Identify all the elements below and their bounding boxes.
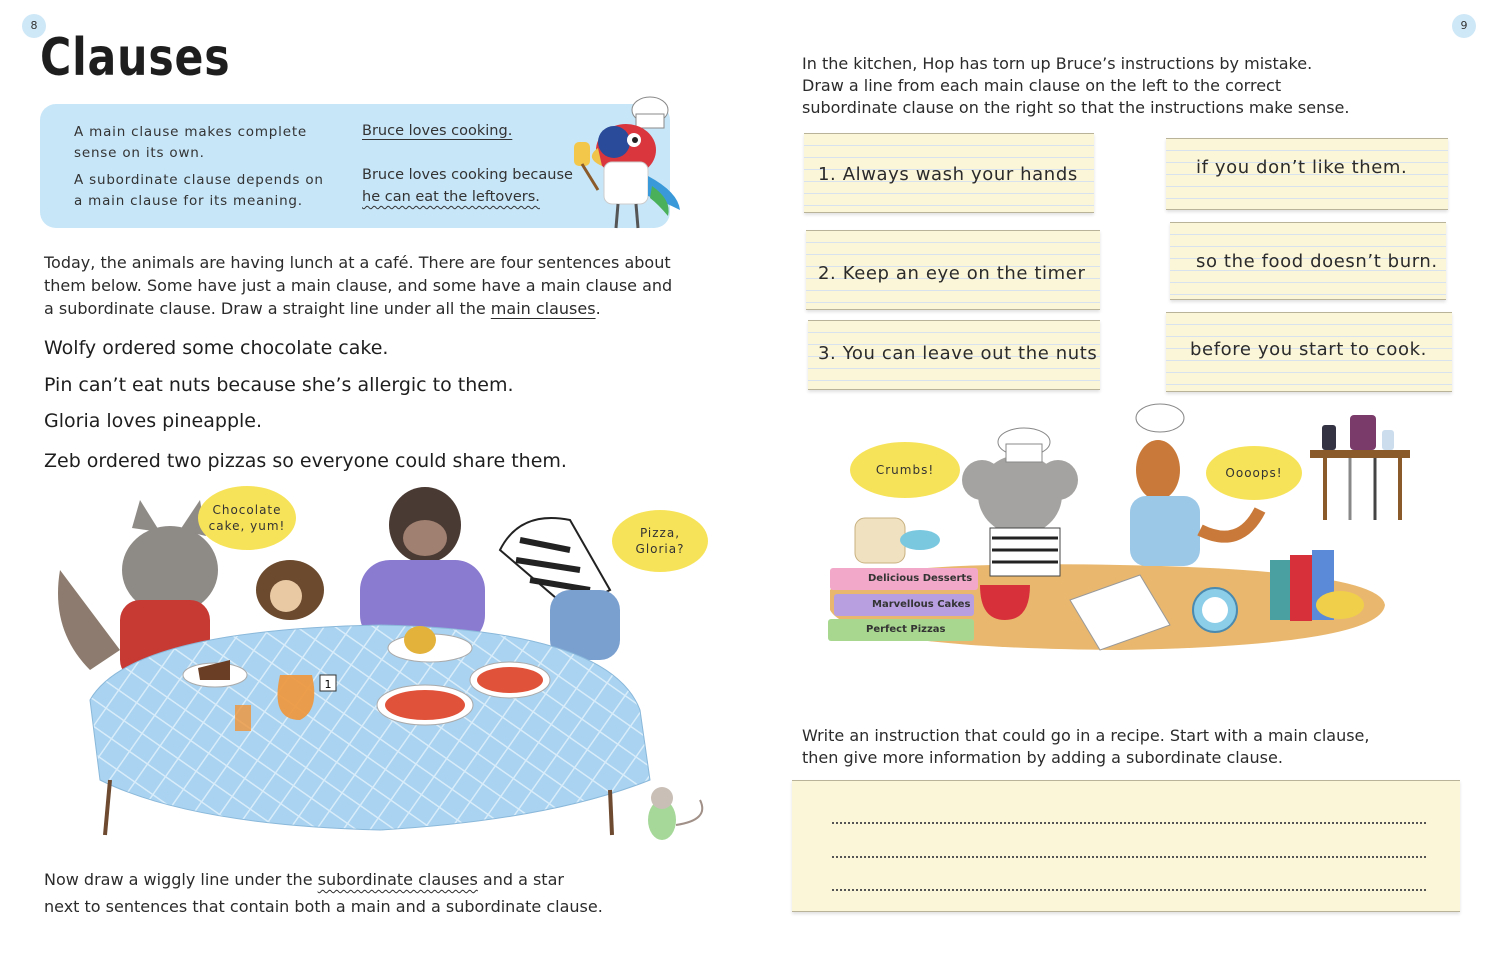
subordinate-example-line2: he can eat the leftovers.	[362, 189, 540, 205]
sentence-2[interactable]: Pin can’t eat nuts because she’s allergic to them.	[44, 374, 514, 396]
sentence-1[interactable]: Wolfy ordered some chocolate cake.	[44, 337, 389, 359]
answer-line-2[interactable]	[832, 856, 1426, 858]
answer-line-1[interactable]	[832, 822, 1426, 824]
page-title: Clauses	[40, 28, 231, 88]
speech-bubble-oops	[1206, 446, 1302, 500]
table-number-tag: 1	[324, 678, 332, 691]
main-clause-1-text: 1. Always wash your hands	[818, 164, 1078, 185]
sentence-3[interactable]: Gloria loves pineapple.	[44, 410, 263, 432]
intro-line-1: Today, the animals are having lunch at a café. There are four sentences about	[44, 253, 671, 272]
subordinate-example-line1: Bruce loves cooking because	[362, 167, 573, 183]
page-number-right: 9	[1452, 14, 1476, 38]
main-clause-strip-1[interactable]	[804, 133, 1094, 213]
main-clause-definition: A main clause makes complete sense on its own.	[74, 124, 308, 161]
instructions-line-1: In the kitchen, Hop has torn up Bruce’s instructions by mistake.	[802, 54, 1313, 73]
speech-bubble-pizza	[612, 510, 708, 572]
oops-bubble-text: Oooops!	[1225, 466, 1283, 480]
chocolate-bubble-text: Chocolate cake, yum!	[208, 503, 286, 533]
main-clauses-term: main clauses	[490, 299, 596, 318]
main-clause-2-text: 2. Keep an eye on the timer	[818, 263, 1086, 284]
main-clause-example: Bruce loves cooking.	[362, 123, 513, 139]
writing-task-line-2: then give more information by adding a subordinate clause.	[802, 748, 1283, 767]
sentence-4[interactable]: Zeb ordered two pizzas so everyone could share them.	[44, 450, 567, 472]
instructions-line-2: Draw a line from each main clause on the left to the correct	[802, 76, 1282, 95]
outro-line-1	[44, 868, 564, 891]
pizza-bubble-text: Pizza, Gloria?	[635, 526, 685, 556]
intro-line-3-period: .	[595, 299, 601, 318]
book-marvellous-cakes: Marvellous Cakes	[834, 594, 974, 616]
page-number-left: 8	[22, 14, 46, 38]
subordinate-clause-1-text: if you don’t like them.	[1196, 157, 1408, 178]
subordinate-clauses-term: subordinate clauses	[317, 870, 478, 889]
subordinate-clause-strip-3[interactable]	[1166, 312, 1452, 392]
main-clause-strip-2[interactable]	[806, 230, 1100, 310]
writing-answer-area[interactable]	[792, 780, 1460, 912]
writing-task-line-1: Write an instruction that could go in a recipe. Start with a main clause,	[802, 726, 1370, 745]
book-perfect-pizzas: Perfect Pizzas	[828, 619, 974, 641]
parrot-chef-illustration	[568, 92, 688, 234]
outro-line-1-suffix: and a star	[477, 870, 564, 889]
speech-bubble-chocolate	[198, 486, 296, 550]
intro-line-3	[44, 297, 601, 320]
subordinate-clause-strip-2[interactable]	[1170, 222, 1446, 300]
instructions-line-3: subordinate clause on the right so that the instructions make sense.	[802, 98, 1350, 117]
subordinate-clause-definition: A subordinate clause depends on a main clause for its meaning.	[74, 172, 324, 209]
intro-line-3-text: a subordinate clause. Draw a straight line under all the	[44, 299, 491, 318]
intro-line-2: them below. Some have just a main clause, and some have a main clause and	[44, 276, 673, 295]
answer-line-3[interactable]	[832, 889, 1426, 891]
outro-line-1-text: Now draw a wiggly line under the	[44, 870, 318, 889]
main-clause-3-text: 3. You can leave out the nuts	[818, 343, 1098, 364]
book-delicious-desserts: Delicious Desserts	[830, 568, 978, 590]
subordinate-clause-strip-1[interactable]	[1166, 138, 1448, 210]
outro-line-2: next to sentences that contain both a main and a subordinate clause.	[44, 897, 603, 916]
main-clause-strip-3[interactable]	[808, 320, 1100, 390]
crumbs-bubble-text: Crumbs!	[875, 463, 935, 477]
speech-bubble-crumbs	[850, 442, 960, 498]
subordinate-clause-2-text: so the food doesn’t burn.	[1196, 251, 1438, 272]
subordinate-clause-3-text: before you start to cook.	[1190, 339, 1427, 360]
